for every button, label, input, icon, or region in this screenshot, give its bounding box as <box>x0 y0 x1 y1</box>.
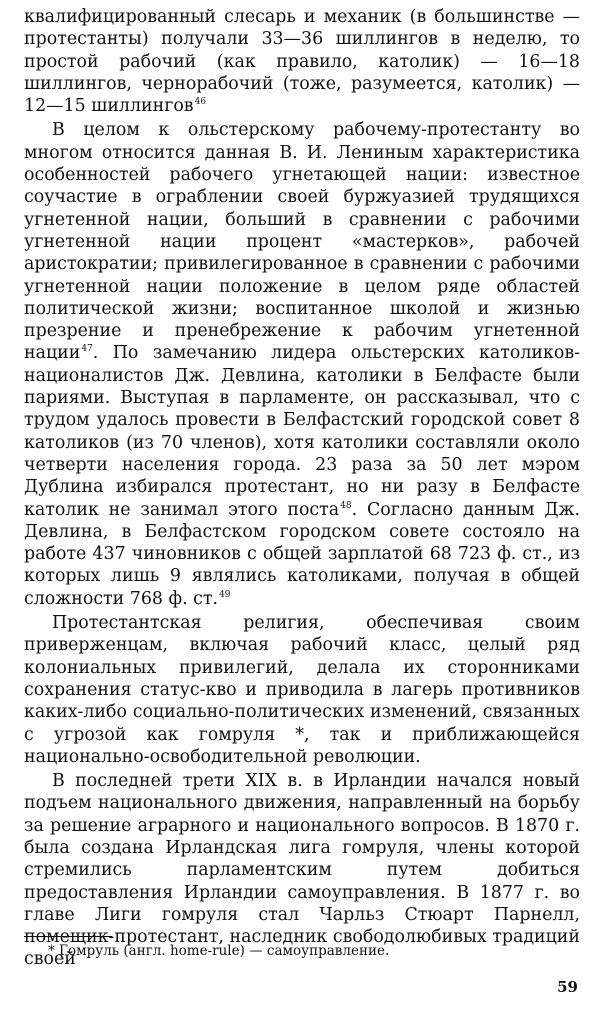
footnote-ref-47[interactable]: 47 <box>81 344 93 355</box>
paragraph-1 <box>24 6 580 117</box>
paragraph-3 <box>24 612 580 768</box>
page-number: 59 <box>557 978 578 996</box>
footnote-ref-48[interactable]: 48 <box>340 500 352 511</box>
footnote-divider <box>24 936 112 937</box>
paragraph-2-tail: . По замечанию лидера ольстерских католиков-националистов Дж. Девлина, католики в Белфасте были париями. Выступая в парламенте, он рассказывал, что с трудом удалось провести в Белфастский городской совет 8 католиков (из 70 членов), хотя католики составляли около четверти населения города. 23 раза за 50 лет мэром Дублина избирался протестант, но ни разу в Белфасте католик не занимал этого поста <box>24 343 580 520</box>
page-body <box>24 6 580 971</box>
paragraph-2-tail2: . Согласно данным Дж. Девлина, в Белфастском городском совете состояло на работе 437 чиновников с общей зарплатой 68 723 ф. ст., из которых лишь 9 являлись католиками, получая в общей сложности 768 ф. ст. <box>24 499 580 609</box>
footnote-ref-46[interactable]: 46 <box>194 97 207 108</box>
footnote-text: * Гомруль (англ. home-rule) — самоуправление. <box>48 943 390 959</box>
paragraph-4 <box>24 770 580 971</box>
paragraph-2-text: В целом к ольстерскому рабочему-протестанту во многом относится данная В. И. Лениным характеристика особенностей рабочего угнетающей нации: известное соучастие в ограблении своей буржуазией трудящихся угнетенной нации, больший в сравнении с рабочими угнетенной нации процент «мастерков», рабочей аристократии; привилегированное в сравнении с рабочими угнетенной нации положение в целом ряде областей политической жизни; воспитанное школой и жизнью презрение и пренебрежение к рабочим угнетенной нации <box>24 120 580 364</box>
footnote-ref-49[interactable]: 49 <box>219 589 231 600</box>
paragraph-2 <box>24 119 580 610</box>
paragraph-3-text: Протестантская религия, обеспечивая своим приверженцам, включая рабочий класс, целый ряд колониальных привилегий, делала их сторонниками сохранения статус-кво и приводила в лагерь противников каких-либо социально-политических изменений, связанных с угрозой как гомруля *, так и приближающейся национально-освободительной революции. <box>24 613 580 767</box>
paragraph-1-text: квалифицированный слесарь и механик (в большинстве — протестанты) получали 33—36 шиллингов в неделю, то простой рабочий (как правило, католик) — 16—18 шиллингов, чернорабочий (тоже, разумеется, католик) — 12—15 шиллингов <box>24 7 580 117</box>
paragraph-4-text: В последней трети XIX в. в Ирландии начался новый подъем национального движения, направленный на борьбу за решение аграрного и национального вопросов. В 1870 г. была создана Ирландская лига гомруля, члены которой стремились парламентским путем добиться предоставления Ирландии самоуправления. В 1877 г. во главе Лиги гомруля стал Чарльз Стюарт Парнелл, помещик-протестант, наследник свободолюбивых традиций своей <box>24 771 580 970</box>
